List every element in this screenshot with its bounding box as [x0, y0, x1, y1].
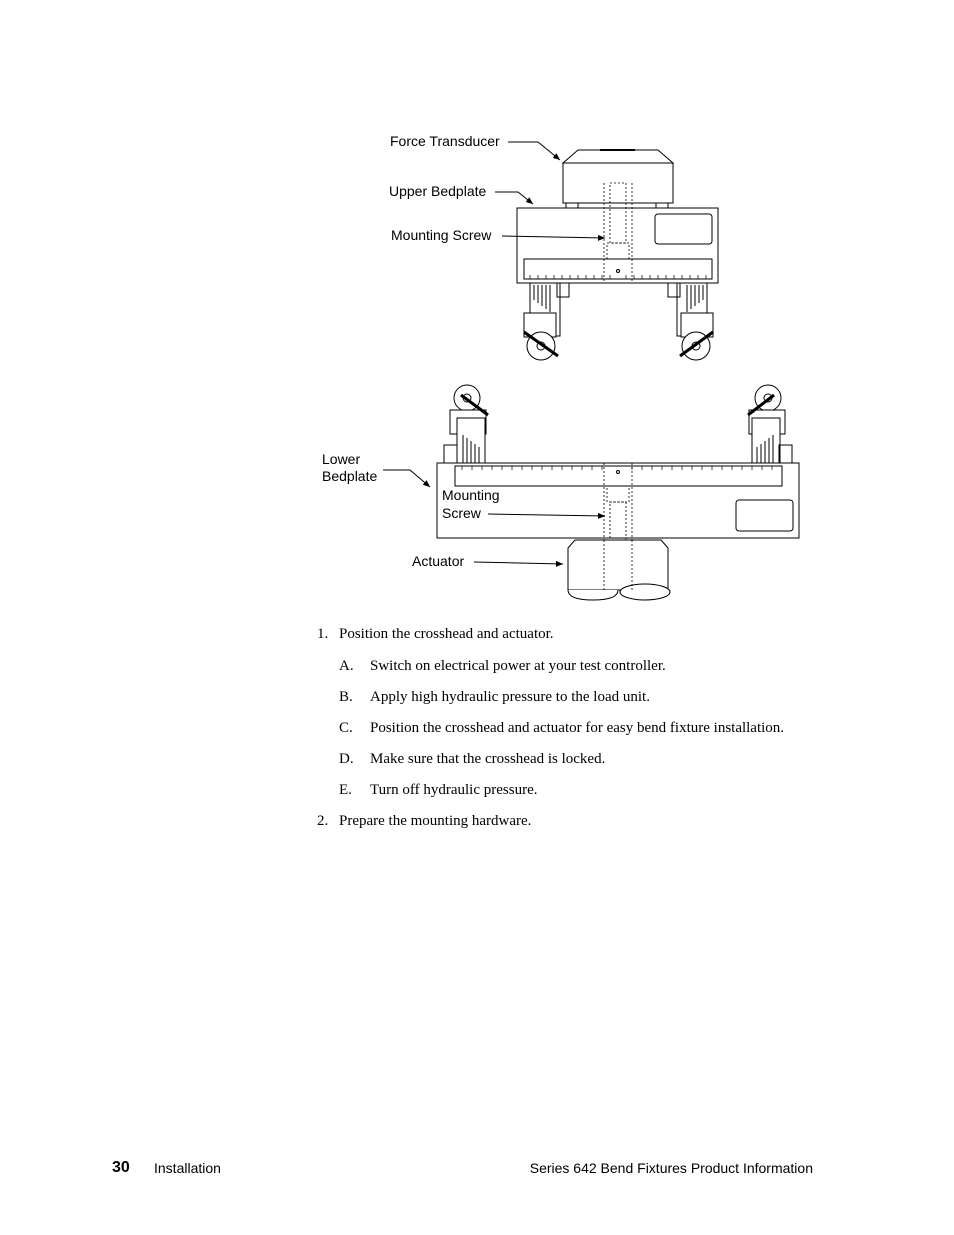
substep-letter: C.	[339, 720, 353, 736]
substep-letter: D.	[339, 751, 354, 767]
lower-left-support	[444, 385, 488, 463]
substep-letter: E.	[339, 782, 352, 798]
step-number: 2.	[317, 813, 329, 829]
step-text: Prepare the mounting hardware.	[339, 813, 532, 829]
label-lower-bedplate-line1: Lower	[322, 451, 361, 467]
substep-b	[339, 688, 650, 706]
label-mounting-screw-upper: Mounting Screw	[391, 227, 492, 243]
substep-c	[339, 719, 784, 737]
substep-text: Apply high hydraulic pressure to the load unit.	[370, 689, 650, 705]
footer-doc-title: Series 642 Bend Fixtures Product Information	[529, 1160, 813, 1176]
substep-text: Position the crosshead and actuator for easy bend fixture installation.	[370, 720, 785, 736]
actuator-shape	[568, 540, 670, 600]
substep-text: Turn off hydraulic pressure.	[370, 782, 538, 798]
substep-d	[339, 750, 605, 768]
label-mounting-screw-lower-line1: Mounting	[442, 487, 500, 503]
label-lower-bedplate-line2: Bedplate	[322, 468, 378, 484]
lower-right-support	[748, 385, 792, 463]
label-force-transducer: Force Transducer	[390, 133, 500, 149]
footer-page-number: 30	[112, 1159, 130, 1176]
force-transducer-shape	[563, 150, 673, 208]
label-upper-bedplate: Upper Bedplate	[389, 183, 487, 199]
footer-section: Installation	[154, 1160, 221, 1176]
substep-text: Make sure that the crosshead is locked.	[370, 751, 606, 767]
step-number: 1.	[317, 626, 329, 642]
step-1	[317, 625, 554, 643]
step-text: Position the crosshead and actuator.	[339, 626, 554, 642]
label-actuator: Actuator	[412, 553, 465, 569]
substep-text: Switch on electrical power at your test controller.	[370, 658, 666, 674]
substep-letter: A.	[339, 658, 354, 674]
upper-left-support	[524, 283, 569, 360]
substep-letter: B.	[339, 689, 353, 705]
substep-a	[339, 657, 666, 675]
step-2	[317, 812, 531, 830]
substep-e	[339, 781, 537, 799]
label-mounting-screw-lower-line2: Screw	[442, 505, 481, 521]
upper-right-support	[668, 283, 713, 360]
